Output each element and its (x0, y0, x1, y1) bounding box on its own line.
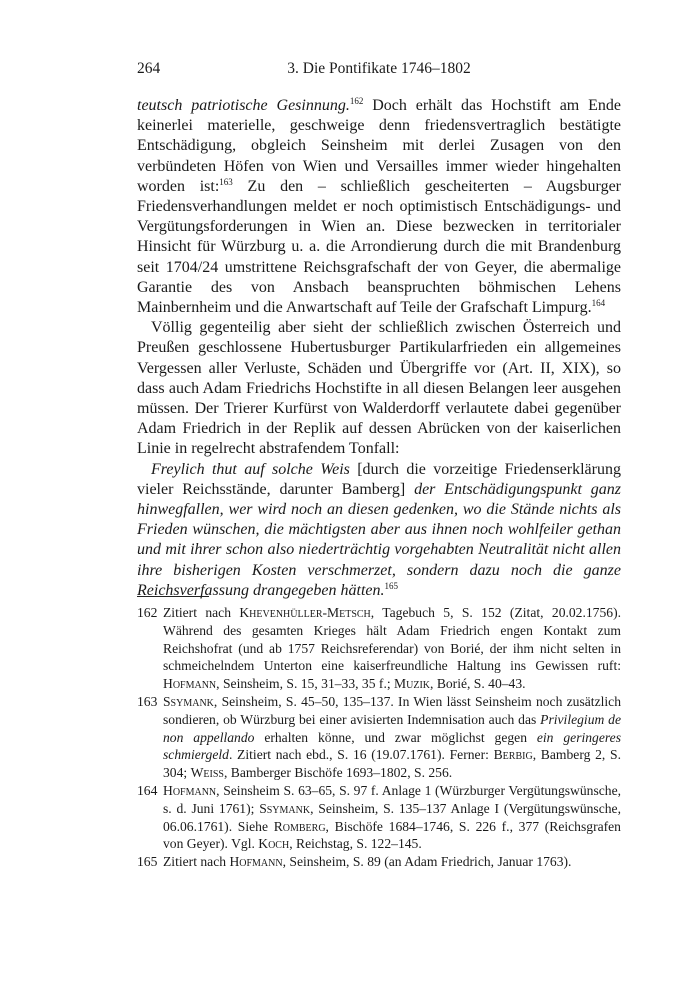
footnote-ref-165[interactable]: 165 (384, 580, 398, 591)
running-title: 3. Die Pontifikate 1746–1802 (287, 60, 471, 77)
footnote-text: , Seinsheim, S. 135–137 Anlage I (Vergütungswünsche, 06.06.1761). Siehe (163, 800, 621, 834)
footnote-165 (137, 853, 621, 871)
paragraph-text: Zu den – schließlich gescheiterten – Augsburger Friedensverhandlungen meldet er noch optimistisch Entschädigungs- und Vergütungsforderungen in Wien an. Diese bezwecken in territorialer Hinsicht für Würzburg u. a. die Arrondierung durch die mit Brandenburg seit 1704/24 umstrittene Reichsgrafschaft der von Geyer, die abermalige Garantie des von Ansbach beanspruchten böhmischen Lehens Mainbernheim und die Anwartschaft auf Teile der Grafschaft Limpurg. (137, 177, 621, 317)
quote-italic: Freylich thut auf solche Weis (151, 460, 350, 478)
paragraph-2 (137, 318, 621, 459)
author-name: Ssymank (163, 693, 214, 709)
footnote-number: 165 (137, 854, 158, 870)
footnote-162 (137, 604, 621, 693)
footnote-text: , Seinsheim, S. 89 (an Adam Friedrich, Januar 1763). (282, 854, 572, 870)
footnote-text: Zitiert nach (163, 854, 230, 870)
footnote-164 (137, 782, 621, 853)
page-header (137, 60, 621, 82)
author-name: Hofmann (163, 782, 217, 798)
footnote-text: , Seinsheim, S. 45–50, 135–137. In Wien lässt Seinsheim noch zusätzlich sondieren, ob Würzburg bei einer avisierten Indemnisation auch das (163, 693, 621, 727)
footnote-text: , Reichstag, S. 122–145. (289, 836, 422, 852)
footnote-text: erhalten könne, und zwar möglichst gegen (254, 729, 537, 745)
paragraph-text: Völlig gegenteilig aber sieht der schließlich zwischen Österreich und Preußen geschlossene Hubertusburger Partikularfrieden ein allgemeines Vergessen aller Verluste, Schäden und Übergriffe vor (Art. II, XIX), so dass auch Adam Friedrichs Hochstifte in all diesen Belangen leer ausgehen müssen. Der Trierer Kurfürst von Walderdorff verlautete dabei gegenüber Adam Friedrich in der Replik auf dessen Abrücken von der kaiserlichen Linie in regelrecht abstrafendem Tonfall: (137, 319, 621, 458)
footnote-text: , Bischöfe 1684–1746, S. 226 f., 377 (Reichsgrafen von Geyer). Vgl. (163, 818, 621, 852)
footnotes (137, 604, 621, 871)
footnote-text: , Seinsheim S. 63–65, S. 97 f. Anlage 1 (Würzburger Vergütungswünsche, s. d. Juni 1761); (163, 782, 621, 816)
footnote-italic: ein geringeres schmiergeld (163, 729, 621, 763)
paragraph-1 (137, 96, 621, 318)
paragraph-text: Doch erhält das Hochstift am Ende keinerlei materielle, geschweige denn friedensvertraglich bestätigte Entschädigung, obgleich Seinsheim mit derlei Zusagen von den verbündeten Höfen von Wien und Versailles immer wieder hingehalten worden ist: (137, 97, 621, 195)
quote-italic: der Entschädigungspunkt ganz hinwegfallen, wer wird noch an diesen gedenken, wo die Stände nichts als Frieden wünschen, die mächtigsten aber aus ihnen noch wohlfeiler gethan und mit ihrer schon also niederträchtig vorgehabten Neutralität nicht allen ihre bisherigen Kosten verschmerzet, sondern dazu noch die ganze Reichsverfassung drangegeben hätten. (137, 480, 621, 599)
author-name: Hofmann (229, 854, 283, 870)
footnote-text: , Bamberger Bischöfe 1693–1802, S. 256. (223, 765, 453, 781)
main-text (137, 96, 621, 601)
footnote-number: 162 (137, 605, 158, 620)
footnote-text: , Bamberg 2, S. 304; (163, 747, 621, 781)
quote-insertion: [durch die vorzeitige Friedenserklärung vieler Reichsstände, darunter Bamberg] (137, 460, 621, 498)
footnote-text: . Zitiert nach ebd., S. 16 (19.07.1761). Ferner: (228, 747, 494, 763)
footnote-text: , Seinsheim, S. 15, 31–33, 35 f.; (216, 676, 395, 692)
italic-phrase: teutsch patriotische Gesinnung. (137, 97, 350, 114)
author-name: Hofmann (163, 676, 217, 692)
author-name: Khevenhüller-Metsch (239, 605, 371, 620)
block-quote (137, 460, 621, 601)
author-name: Romberg (273, 818, 326, 834)
footnote-italic: Privilegium de non appellando (163, 711, 621, 745)
author-name: Ssymank (259, 800, 311, 816)
author-name: Weiss (190, 765, 224, 781)
footnote-text: , Borié, S. 40–43. (430, 676, 526, 692)
author-name: Koch (258, 836, 290, 852)
footnote-text: Zitiert nach (163, 605, 240, 620)
footnote-ref-162[interactable]: 162 (349, 96, 364, 106)
footnote-ref-164[interactable]: 164 (591, 298, 606, 309)
footnote-number: 163 (137, 693, 158, 709)
footnote-divider (137, 596, 209, 597)
page-number: 264 (137, 60, 161, 77)
footnote-163 (137, 693, 621, 782)
footnote-text: , Tagebuch 5, S. 152 (Zitat, 20.02.1756). Während des gesamten Krieges hält Adam Friedrich engen Kontakt zum Reichshofrat (und ab 1757 Reichsreferendar) von Borié, der ihm nicht selten in schmeichelndem Unterton eine kaiserfreundliche Haltung ins Gewissen ruft: (163, 605, 621, 674)
author-name: Muzik (394, 676, 431, 692)
footnote-number: 164 (137, 782, 158, 798)
author-name: Berbig (493, 747, 533, 763)
footnote-ref-163[interactable]: 163 (219, 176, 233, 187)
